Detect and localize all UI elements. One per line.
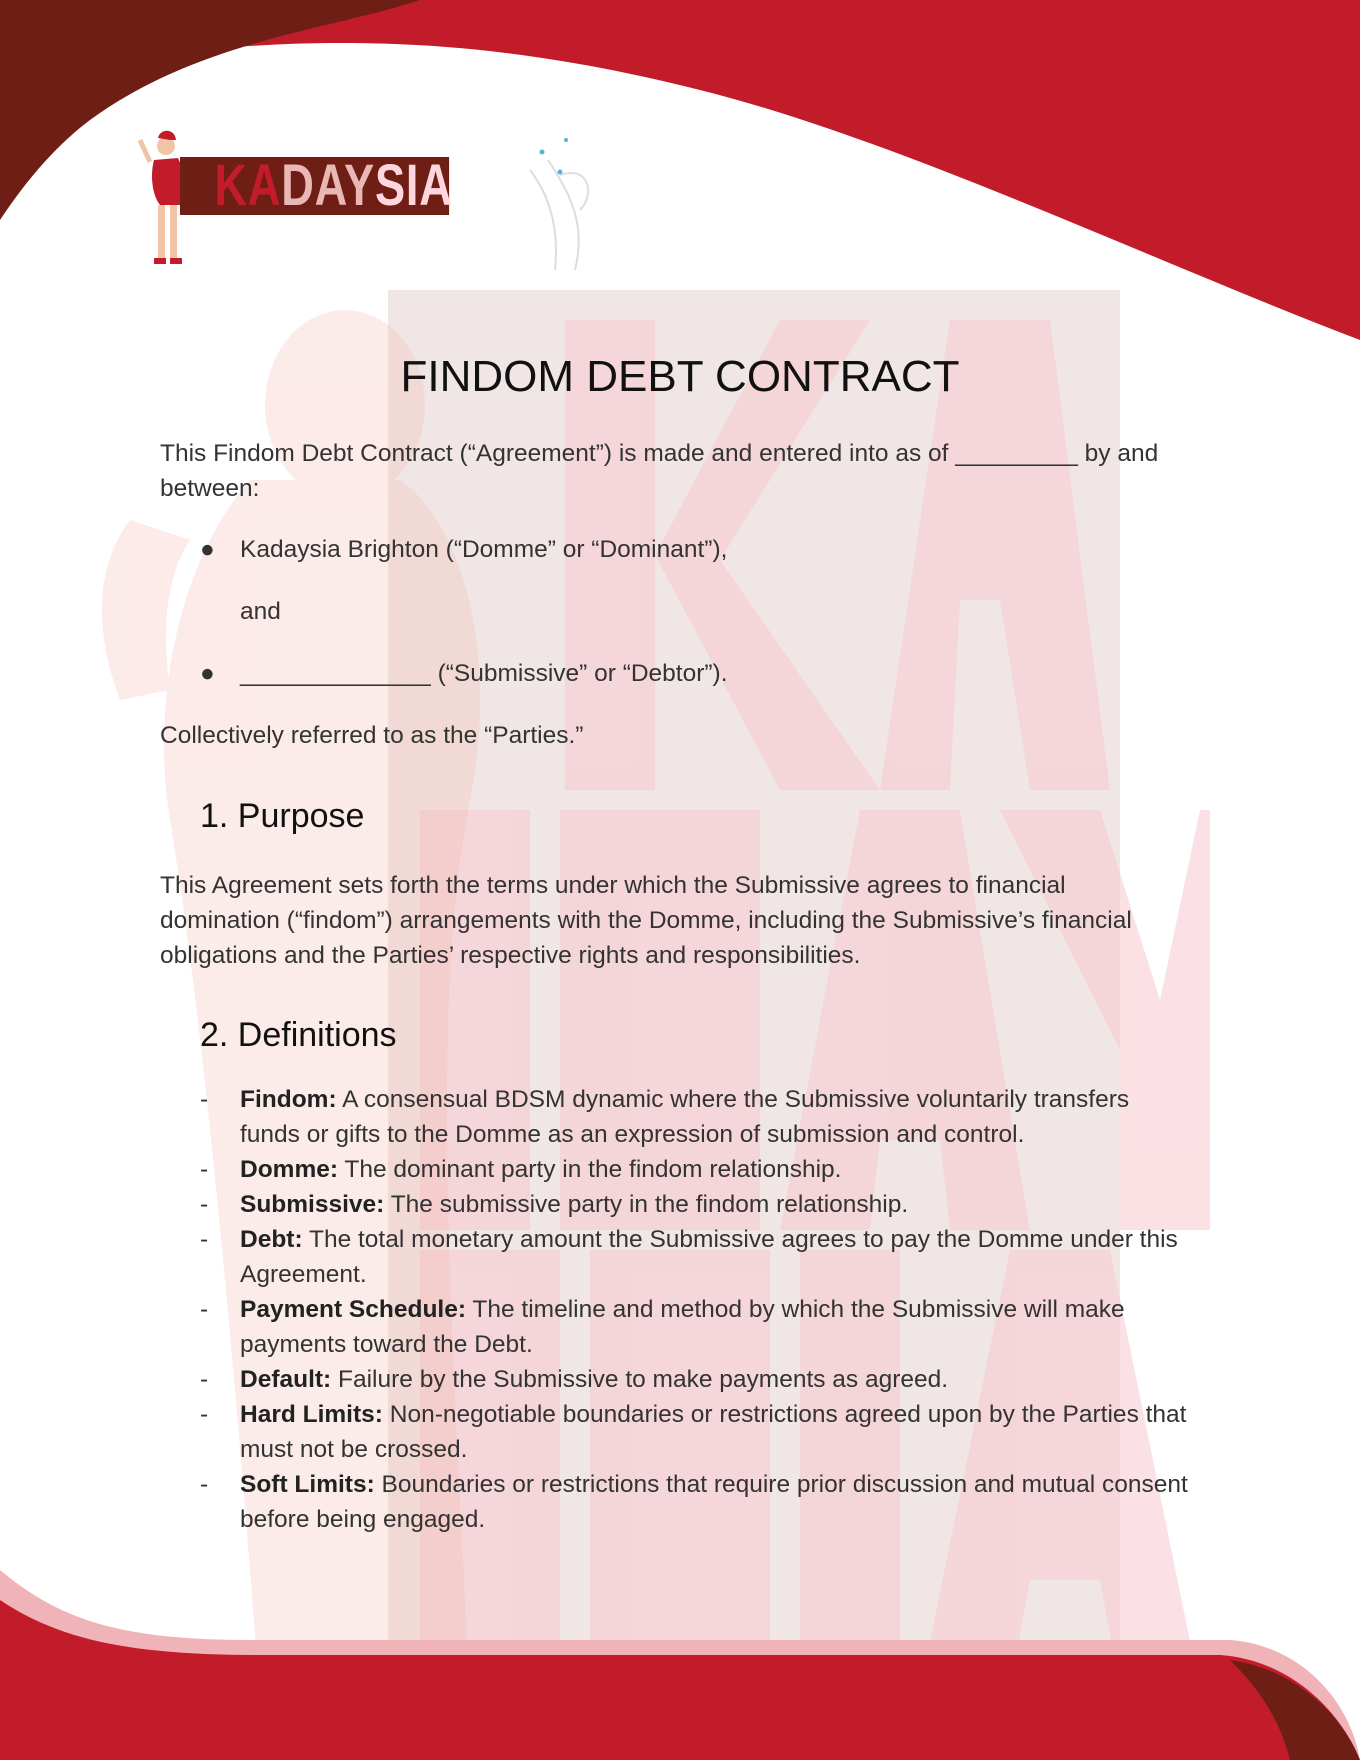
brand-logo: KADAYSIA: [180, 157, 449, 215]
document-title: FINDOM DEBT CONTRACT: [400, 352, 960, 401]
definition-item: - Submissive: The submissive party in the findom relationship.: [200, 1191, 909, 1218]
definition-item: - Findom: A consensual BDSM dynamic where the Submissive voluntarily transfers funds or gifts to the Domme as an expression of submission and control.: [200, 1086, 1130, 1148]
definition-item: - Hard Limits: Non-negotiable boundaries or restrictions agreed upon by the Parties that must not be crossed.: [200, 1401, 1187, 1463]
intro-paragraph: This Findom Debt Contract (“Agreement”) is made and entered into as of _________ by and between:: [160, 440, 1159, 502]
definition-item: - Debt: The total monetary amount the Submissive agrees to pay the Domme under this Agreement.: [200, 1226, 1178, 1288]
definition-item: - Soft Limits: Boundaries or restrictions that require prior discussion and mutual consent before being engaged.: [200, 1471, 1188, 1533]
definition-item: - Default: Failure by the Submissive to make payments as agreed.: [200, 1366, 949, 1393]
definitions-list: [200, 1082, 1190, 1537]
bullet-dot-icon: ●: [200, 536, 215, 563]
definitions-heading: 2. Definitions: [200, 1016, 397, 1054]
sketch-hand-icon: [530, 160, 588, 270]
purpose-heading: 1. Purpose: [200, 797, 365, 835]
collective-paragraph: Collectively referred to as the “Parties.”: [160, 722, 584, 749]
purpose-paragraph: This Agreement sets forth the terms under which the Submissive agrees to financial domination (“findom”) arrangements with the Domme, including the Submissive’s financial obligations and the Parties’ respective rights and responsibilities.: [160, 872, 1132, 969]
definition-item: - Payment Schedule: The timeline and method by which the Submissive will make payments toward the Debt.: [200, 1296, 1125, 1358]
bullet-dot-icon: ●: [200, 660, 215, 687]
definition-item: - Domme: The dominant party in the findom relationship.: [200, 1156, 842, 1183]
